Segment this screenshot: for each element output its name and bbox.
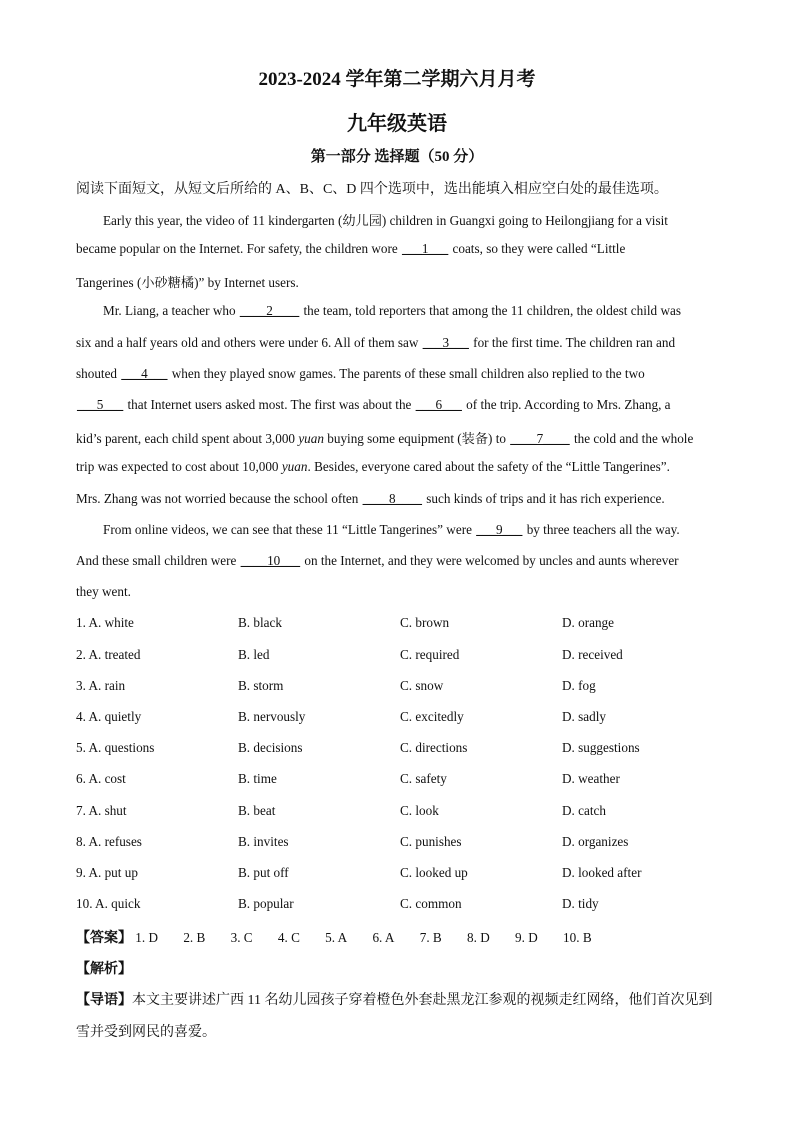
passage-line-3: Tangerines (小砂糖橘)” by Internet users. bbox=[76, 275, 299, 290]
option-6a: 6. A. cost bbox=[76, 771, 126, 786]
option-6c: C. safety bbox=[400, 771, 447, 786]
option-6d: D. weather bbox=[562, 771, 620, 786]
guide-label: 【导语】 bbox=[76, 993, 132, 1008]
option-7c: C. look bbox=[400, 803, 439, 818]
option-3b: B. storm bbox=[238, 678, 284, 693]
answer-6: 6. A bbox=[372, 930, 395, 945]
blank-5: ___5___ bbox=[77, 397, 124, 412]
option-2d: D. received bbox=[562, 647, 623, 662]
blank-6: ___6___ bbox=[415, 397, 462, 412]
guide-line-1: 【导语】本文主要讲述广西 11 名幼儿园孩子穿着橙色外套赴黑龙江参观的视频走红网络，他们首次见到 bbox=[76, 993, 713, 1008]
blank-8: ____8____ bbox=[362, 491, 422, 506]
answer-9: 9. D bbox=[515, 930, 538, 945]
option-1b: B. black bbox=[238, 615, 282, 630]
option-3d: D. fog bbox=[562, 678, 596, 693]
option-9c: C. looked up bbox=[400, 865, 468, 880]
answers-row bbox=[76, 927, 614, 947]
option-8d: D. organizes bbox=[562, 834, 629, 849]
blank-1: ___1___ bbox=[402, 241, 449, 256]
answer-3: 3. C bbox=[230, 930, 253, 945]
blank-7: ____7____ bbox=[510, 431, 570, 446]
passage-line-12: And these small children were ____10___ on the Internet, and they were welcomed by uncles and aunts wherever bbox=[76, 553, 679, 568]
option-5b: B. decisions bbox=[238, 740, 303, 755]
passage-line-7: ___5___ that Internet users asked most. The first was about the ___6___ of the trip. According to Mrs. Zhang, a bbox=[77, 397, 671, 412]
option-1a: 1. A. white bbox=[76, 615, 134, 630]
option-9a: 9. A. put up bbox=[76, 865, 138, 880]
option-7b: B. beat bbox=[238, 803, 276, 818]
passage-line-8: kid’s parent, each child spent about 3,000 yuan buying some equipment (装备) to ____7____ the cold and the whole bbox=[76, 431, 694, 446]
exam-subtitle: 九年级英语 bbox=[347, 113, 447, 135]
option-10c: C. common bbox=[400, 896, 462, 911]
option-9b: B. put off bbox=[238, 865, 289, 880]
option-7d: D. catch bbox=[562, 803, 606, 818]
answer-7: 7. B bbox=[419, 930, 442, 945]
passage-line-6: shouted ___4___ when they played snow games. The parents of these small children also replied to the two bbox=[76, 366, 645, 381]
option-4c: C. excitedly bbox=[400, 709, 464, 724]
option-3c: C. snow bbox=[400, 678, 444, 693]
passage-line-11: From online videos, we can see that these 11 “Little Tangerines” were ___9___ by three teachers all the way. bbox=[103, 522, 680, 537]
option-2c: C. required bbox=[400, 647, 460, 662]
answer-8: 8. D bbox=[467, 930, 490, 945]
option-3a: 3. A. rain bbox=[76, 678, 126, 693]
guide-line-2: 雪并受到网民的喜爱。 bbox=[76, 1025, 216, 1040]
answer-1: 1. D bbox=[135, 930, 159, 945]
exam-title: 2023-2024 学年第二学期六月月考 bbox=[258, 69, 536, 90]
option-6b: B. time bbox=[238, 771, 277, 786]
option-1c: C. brown bbox=[400, 615, 450, 630]
option-5d: D. suggestions bbox=[562, 740, 640, 755]
option-8c: C. punishes bbox=[400, 834, 462, 849]
option-7a: 7. A. shut bbox=[76, 803, 127, 818]
blank-3: ___3___ bbox=[422, 335, 469, 350]
blank-9: ___9___ bbox=[476, 522, 523, 537]
blank-4: ___4___ bbox=[121, 366, 168, 381]
answer-label: 【答案】 bbox=[76, 931, 132, 946]
instruction-text: 阅读下面短文，从短文后所给的 A、B、C、D 四个选项中，选出能填入相应空白处的最佳选项。 bbox=[76, 182, 668, 197]
passage-line-4: Mr. Liang, a teacher who ____2____ the team, told reporters that among the 11 children, the oldest child was bbox=[103, 303, 681, 318]
option-10d: D. tidy bbox=[562, 896, 599, 911]
analysis-label: 【解析】 bbox=[76, 962, 132, 977]
answer-5: 5. A bbox=[325, 930, 348, 945]
passage-line-5: six and a half years old and others were under 6. All of them saw ___3___ for the first time. The children ran and bbox=[76, 335, 676, 350]
blank-2: ____2____ bbox=[239, 303, 300, 318]
answer-4: 4. C bbox=[277, 930, 300, 945]
option-4d: D. sadly bbox=[562, 709, 606, 724]
passage-line-13: they went. bbox=[76, 584, 131, 599]
option-2b: B. led bbox=[238, 647, 270, 662]
option-10a: 10. A. quick bbox=[76, 896, 141, 911]
option-9d: D. looked after bbox=[562, 865, 642, 880]
blank-10: ____10___ bbox=[240, 553, 301, 568]
option-8a: 8. A. refuses bbox=[76, 834, 142, 849]
option-8b: B. invites bbox=[238, 834, 289, 849]
answer-2: 2. B bbox=[183, 930, 206, 945]
option-5c: C. directions bbox=[400, 740, 468, 755]
passage-line-2: became popular on the Internet. For safety, the children wore ___1___ coats, so they were called “Little bbox=[76, 241, 626, 256]
option-1d: D. orange bbox=[562, 615, 614, 630]
option-5a: 5. A. questions bbox=[76, 740, 155, 755]
answer-10: 10. B bbox=[563, 930, 592, 945]
option-4a: 4. A. quietly bbox=[76, 709, 142, 724]
option-4b: B. nervously bbox=[238, 709, 306, 724]
option-10b: B. popular bbox=[238, 896, 294, 911]
passage-line-10: Mrs. Zhang was not worried because the school often ____8____ such kinds of trips and it has rich experience. bbox=[76, 491, 665, 506]
passage-line-1: Early this year, the video of 11 kindergarten (幼儿园) children in Guangxi going to Heilongjiang for a visit bbox=[103, 213, 668, 228]
section-heading: 第一部分 选择题（50 分） bbox=[310, 149, 484, 165]
passage-line-9: trip was expected to cost about 10,000 yuan. Besides, everyone cared about the safety of the “Little Tangerines”. bbox=[76, 459, 670, 474]
option-2a: 2. A. treated bbox=[76, 647, 141, 662]
